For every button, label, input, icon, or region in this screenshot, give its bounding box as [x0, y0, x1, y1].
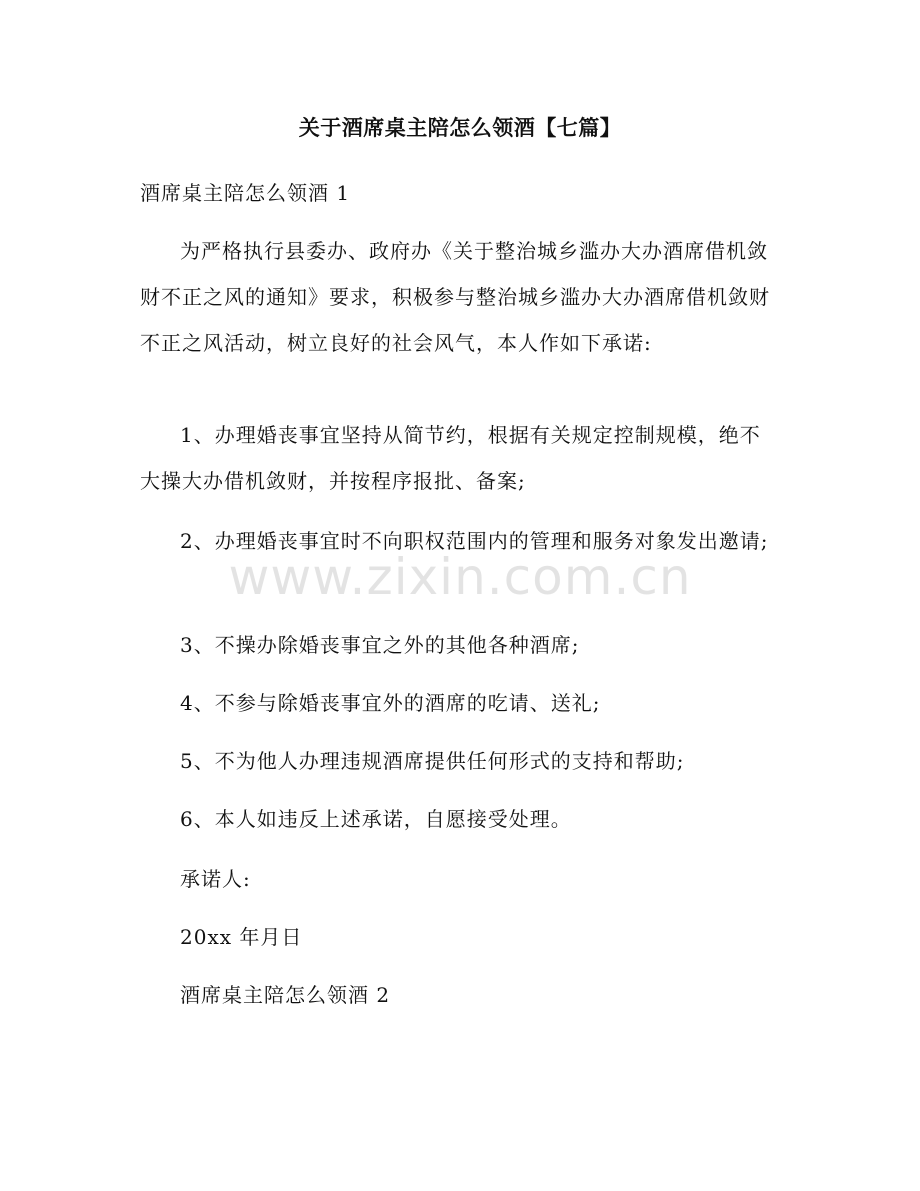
watermark-text: www.zixin.com.cn	[228, 548, 692, 606]
commitment-item-3: 3、不操办除婚丧事宜之外的其他各种酒席;	[180, 633, 580, 657]
commitment-item-5: 5、不为他人办理违规酒席提供任何形式的支持和帮助;	[180, 749, 685, 773]
section-2-heading: 酒席桌主陪怎么领酒 2	[180, 983, 391, 1007]
section-1-intro: 为严格执行县委办、政府办《关于整治城乡滥办大办酒席借机敛财不正之风的通知》要求，积极参与整治城乡滥办大办酒席借机敛财不正之风活动，树立良好的社会风气，本人作如下承诺:	[140, 239, 770, 355]
commitment-item-6: 6、本人如违反上述承诺，自愿接受处理。	[180, 807, 572, 831]
commitment-item-1: 1、办理婚丧事宜坚持从简节约，根据有关规定控制规模，绝不大操大办借机敛财，并按程序报批、备案;	[140, 423, 761, 493]
signature-date: 20xx 年月日	[180, 925, 303, 949]
commitment-item-4: 4、不参与除婚丧事宜外的酒席的吃请、送礼;	[180, 691, 601, 715]
commitment-item-2: 2、办理婚丧事宜时不向职权范围内的管理和服务对象发出邀请;	[180, 529, 769, 553]
document-title: 关于酒席桌主陪怎么领酒【七篇】	[298, 115, 622, 140]
signer-label: 承诺人:	[180, 867, 251, 891]
section-1-heading: 酒席桌主陪怎么领酒 1	[140, 181, 351, 205]
